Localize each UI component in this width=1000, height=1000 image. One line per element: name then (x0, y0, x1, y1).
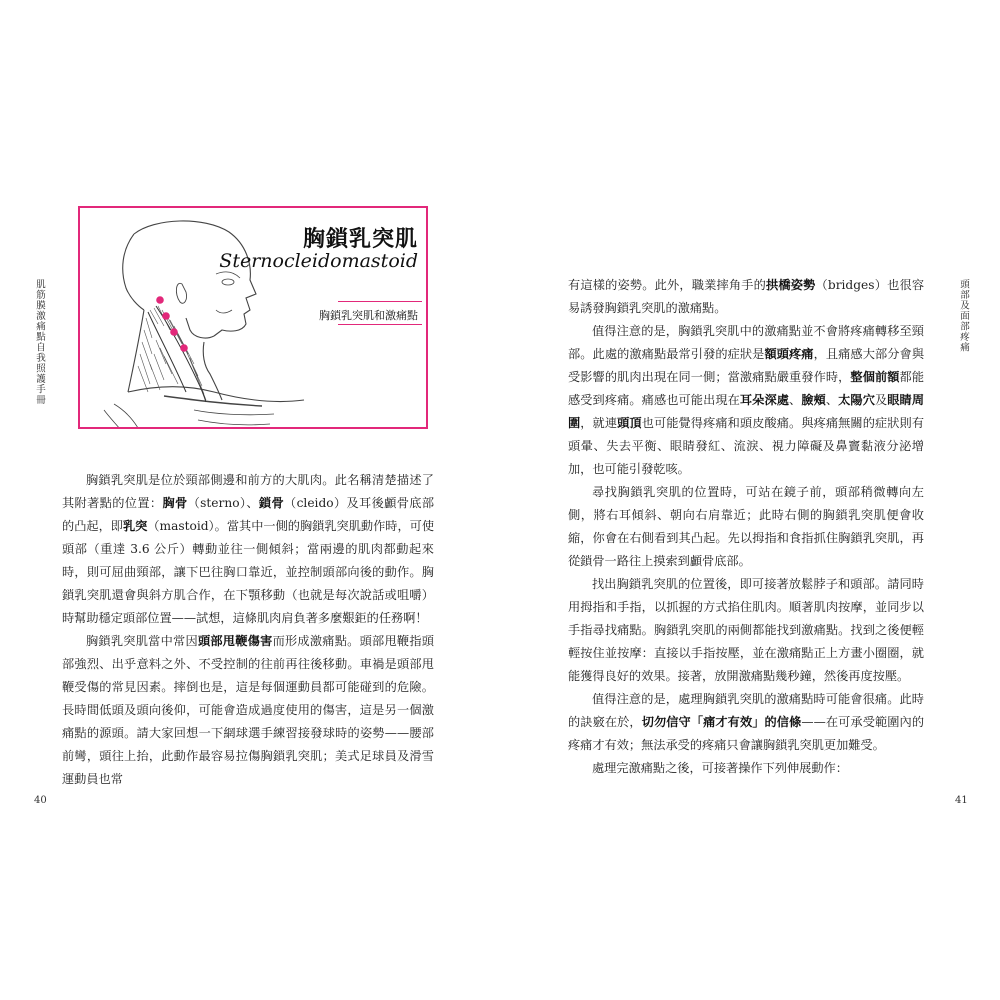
figure-title: 胸鎖乳突肌 (302, 227, 418, 252)
paragraph-text: 胸鎖乳突肌當中常因 (86, 634, 198, 648)
paragraph-text: 值得注意的是，處理胸鎖乳突肌的激痛點時可能會很痛。此時的訣竅在於， (568, 692, 924, 729)
paragraph-text: 都能感受到疼痛。痛感也可能出現在 (568, 370, 925, 407)
paragraph-text: ——在可承受範圍內的疼痛才有效；無法承受的疼痛只會讓胸鎖乳突肌更加難受。 (568, 715, 925, 752)
caption-rule-bottom (338, 324, 422, 325)
paragraph-text: 及 (875, 393, 888, 407)
body-paragraph (568, 573, 924, 688)
paragraph-text: 而形成激痛點。頭部甩鞭指頭部強烈、出乎意料之外、不受控制的往前再往後移動。車禍是頭部甩鞭受傷的常見因素。摔倒也是，這是每個運動員都可能碰到的危險。長時間低頭及頭向後仰，可能會造成過度使用的傷害，這是另一個激痛點的源頭。請大家回想一下網球選手練習接發球時的姿勢——腰部前彎，頭往上抬，此動作最容易拉傷胸鎖乳突肌；美式足球員及滑雪運動員也常 (62, 634, 434, 786)
body-paragraph (568, 481, 924, 573)
paragraph-text: 找出胸鎖乳突肌的位置後，即可接著放鬆脖子和頭部。請同時用拇指和手指，以抓握的方式掐住肌肉。順著肌肉按摩，並同步以手指尋找痛點。胸鎖乳突肌的兩側都能找到激痛點。找到之後便輕輕按住並按摩：直接以手指按壓，並在激痛點正上方畫小圈圈，就能獲得良好的效果。接著，放開激痛點幾秒鐘，然後再度按壓。 (568, 577, 924, 683)
muscle-figure-box (78, 206, 428, 429)
left-running-title: 肌筋膜激痛點自我照護手冊 (34, 279, 45, 405)
paragraph-text: 也可能覺得疼痛和頭皮酸痛。與疼痛無關的症狀則有頭暈、失去平衡、眼睛發紅、流淚、視力障礙及鼻竇黏液分泌增加，也可能引發乾咳。 (568, 416, 925, 476)
paragraph-text: （bridges）也很容易誘發胸鎖乳突肌的激痛點。 (568, 278, 925, 315)
emphasis-text: 臉頰 (801, 393, 826, 407)
emphasis-text: 胸骨 (162, 496, 188, 510)
emphasis-text: 整個前額 (850, 370, 900, 384)
right-running-title: 頭部及面部疼痛 (958, 279, 969, 353)
emphasis-text: 切勿信守「痛才有效」的信條 (641, 715, 802, 729)
emphasis-text: 頭頂 (617, 416, 642, 430)
trigger-point (156, 296, 164, 304)
emphasis-text: 眼睛周圍 (568, 393, 925, 430)
paragraph-text: 尋找胸鎖乳突肌的位置時，可站在鏡子前，頭部稍微轉向左側，將右耳傾斜、朝向右肩靠近；此時右側的胸鎖乳突肌便會收縮，你會在右側看到其凸起。先以拇指和食指抓住胸鎖乳突肌，再從鎖骨一路往上摸索到顱骨底部。 (568, 485, 924, 568)
paragraph-text: （sterno）、 (187, 496, 259, 510)
trigger-point (162, 312, 170, 320)
right-page-number: 41 (955, 795, 968, 806)
caption-rule-top (338, 301, 422, 302)
emphasis-text: 鎖骨 (258, 496, 285, 510)
paragraph-text: 、 (789, 393, 802, 407)
emphasis-text: 耳朵深處 (739, 393, 790, 407)
body-paragraph (568, 320, 924, 481)
body-paragraph (62, 630, 434, 791)
body-paragraph (568, 274, 924, 320)
emphasis-text: 頭部甩鞭傷害 (197, 634, 273, 648)
body-paragraph (568, 757, 924, 780)
trigger-point (170, 328, 178, 336)
paragraph-text: 處理完激痛點之後，可接著操作下列伸展動作： (592, 761, 848, 775)
paragraph-text: 、 (825, 393, 839, 407)
paragraph-text: （cleido）及耳後顱骨底部的凸起，即 (62, 496, 435, 533)
emphasis-text: 太陽穴 (838, 393, 875, 407)
emphasis-text: 拱橋姿勢 (766, 278, 816, 292)
body-paragraph (568, 688, 924, 757)
figure-caption: 胸鎖乳突肌和激痛點 (319, 309, 418, 322)
left-body-text (62, 469, 434, 791)
paragraph-text: 胸鎖乳突肌是位於頸部側邊和前方的大肌肉。此名稱清楚描述了其附著點的位置： (62, 473, 434, 510)
paragraph-text: 有這樣的姿勢。此外，職業摔角手的 (568, 278, 767, 292)
figure-latin-name: Sternocleidomastoid (219, 250, 418, 272)
paragraph-text: 值得注意的是，胸鎖乳突肌中的激痛點並不會將疼痛轉移至頸部。此處的激痛點最常引發的症狀是 (568, 324, 924, 361)
trigger-point (180, 344, 188, 352)
emphasis-text: 額頭疼痛 (764, 347, 814, 361)
right-body-text (568, 274, 924, 780)
paragraph-text: ，就連 (580, 416, 618, 430)
paragraph-text: （mastoid）。當其中一側的胸鎖乳突肌動作時，可使頭部（重達 3.6 公斤）轉動並往一側傾斜；當兩邊的肌肉都動起來時，則可屈曲頸部，讓下巴往胸口靠近，並控制頭部向後的動作。胸鎖乳突肌還會與斜方肌合作，在下顎移動（也就是每次說話或咀嚼）時幫助穩定頭部位置——試想，這條肌肉肩負著多麼艱鉅的任務啊！ (62, 519, 435, 625)
emphasis-text: 乳突 (122, 519, 148, 533)
body-paragraph (62, 469, 434, 630)
paragraph-text: ，且痛感大部分會與受影響的肌肉出現在同一側；當激痛點嚴重發作時， (568, 347, 925, 384)
left-page-number: 40 (34, 795, 47, 806)
